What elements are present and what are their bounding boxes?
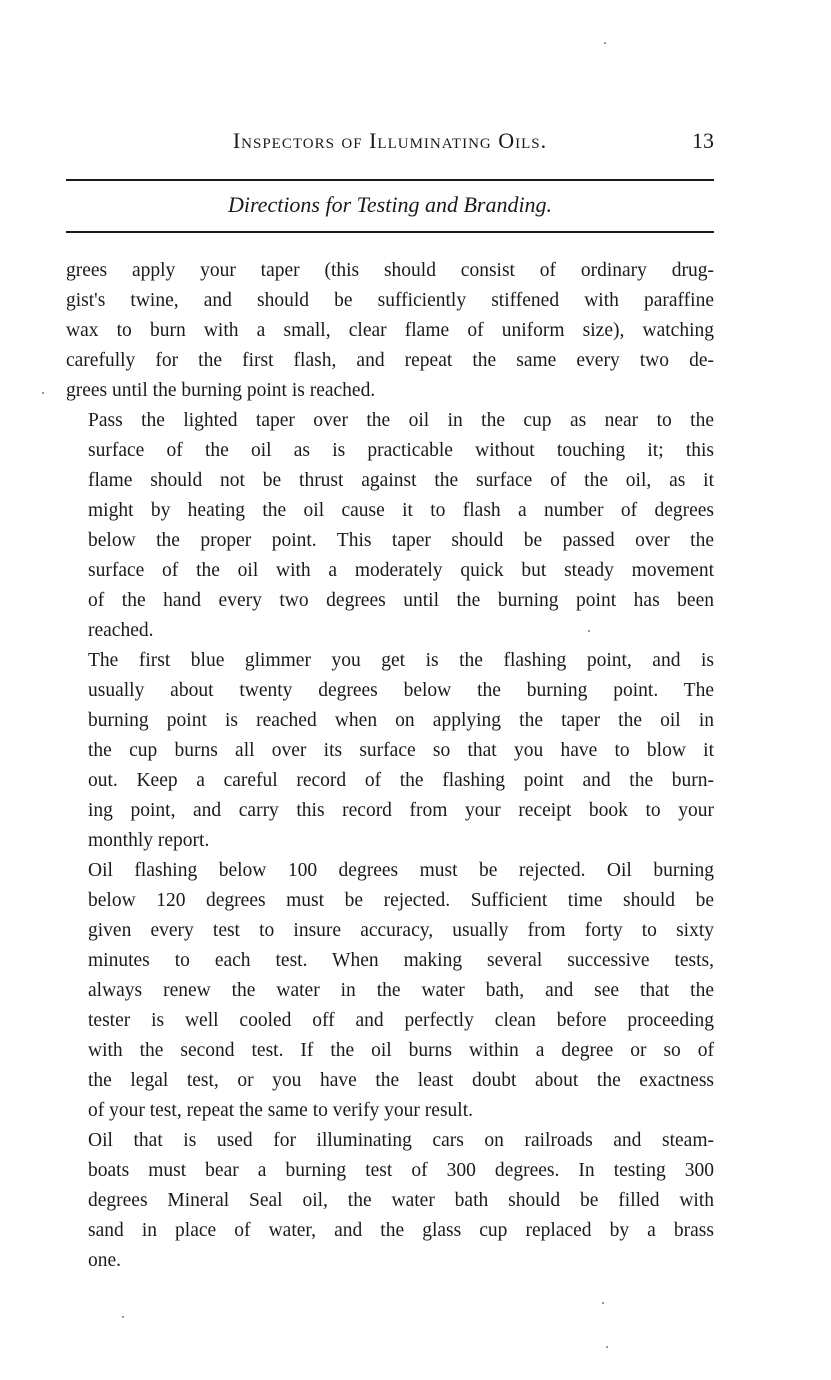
paper-speck bbox=[122, 1316, 124, 1318]
text-line: carefully for the first flash, and repeat the same every two de- bbox=[66, 350, 714, 371]
text-line: tester is well cooled off and perfectly clean before proceeding bbox=[88, 1010, 714, 1031]
paragraph bbox=[66, 406, 714, 646]
text-line: with the second test. If the oil burns within a degree or so of bbox=[88, 1040, 714, 1061]
text-line: Oil flashing below 100 degrees must be rejected. Oil burning bbox=[88, 860, 714, 881]
paper-speck bbox=[588, 630, 590, 632]
paper-speck bbox=[602, 1302, 604, 1304]
text-line: of the hand every two degrees until the burning point has been bbox=[88, 590, 714, 611]
text-line: one. bbox=[88, 1250, 122, 1271]
text-line: sand in place of water, and the glass cup replaced by a brass bbox=[88, 1220, 714, 1241]
header-rule-top bbox=[66, 179, 714, 181]
text-line: minutes to each test. When making several successive tests, bbox=[88, 950, 714, 971]
text-line: surface of the oil as is practicable without touching it; this bbox=[88, 440, 714, 461]
paragraph bbox=[66, 646, 714, 856]
text-line: reached. bbox=[88, 620, 154, 641]
text-line: usually about twenty degrees below the burning point. The bbox=[88, 680, 714, 701]
text-line: gist's twine, and should be sufficiently stiffened with paraffine bbox=[66, 290, 714, 311]
text-line: grees apply your taper (this should consist of ordinary drug- bbox=[66, 260, 714, 281]
running-head bbox=[66, 128, 714, 158]
text-line: out. Keep a careful record of the flashing point and the burn- bbox=[88, 770, 714, 791]
text-line: grees until the burning point is reached. bbox=[66, 380, 376, 401]
text-line: might by heating the oil cause it to flash a number of degrees bbox=[88, 500, 714, 521]
paper-speck bbox=[606, 1346, 608, 1348]
text-line: boats must bear a burning test of 300 degrees. In testing 300 bbox=[88, 1160, 714, 1181]
paragraph bbox=[66, 856, 714, 1126]
body-text bbox=[66, 256, 714, 1276]
text-line: wax to burn with a small, clear flame of uniform size), watching bbox=[66, 320, 714, 341]
running-title: Inspectors of Illuminating Oils. bbox=[232, 128, 548, 153]
header-rule-bottom bbox=[66, 231, 714, 233]
text-line: given every test to insure accuracy, usually from forty to sixty bbox=[88, 920, 714, 941]
paragraph bbox=[66, 1126, 714, 1276]
text-line: the legal test, or you have the least doubt about the exactness bbox=[88, 1070, 714, 1091]
text-line: of your test, repeat the same to verify your result. bbox=[88, 1100, 474, 1121]
text-line: monthly report. bbox=[88, 830, 210, 851]
paper-speck bbox=[42, 392, 44, 394]
text-line: below 120 degrees must be rejected. Sufficient time should be bbox=[88, 890, 714, 911]
page-number: 13 bbox=[692, 128, 714, 153]
text-line: burning point is reached when on applying the taper the oil in bbox=[88, 710, 714, 731]
text-line: flame should not be thrust against the surface of the oil, as it bbox=[88, 470, 714, 491]
text-line: degrees Mineral Seal oil, the water bath should be filled with bbox=[88, 1190, 714, 1211]
text-line: Pass the lighted taper over the oil in the cup as near to the bbox=[88, 410, 714, 431]
text-line: Oil that is used for illuminating cars on railroads and steam- bbox=[88, 1130, 714, 1151]
section-title: Directions for Testing and Branding. bbox=[227, 192, 553, 217]
text-line: ing point, and carry this record from your receipt book to your bbox=[88, 800, 714, 821]
text-line: surface of the oil with a moderately quick but steady movement bbox=[88, 560, 714, 581]
text-line: The first blue glimmer you get is the flashing point, and is bbox=[88, 650, 714, 671]
text-line: always renew the water in the water bath, and see that the bbox=[88, 980, 714, 1001]
text-line: below the proper point. This taper should be passed over the bbox=[88, 530, 714, 551]
paragraph bbox=[66, 256, 714, 406]
paper-speck bbox=[604, 42, 606, 44]
text-line: the cup burns all over its surface so that you have to blow it bbox=[88, 740, 714, 761]
